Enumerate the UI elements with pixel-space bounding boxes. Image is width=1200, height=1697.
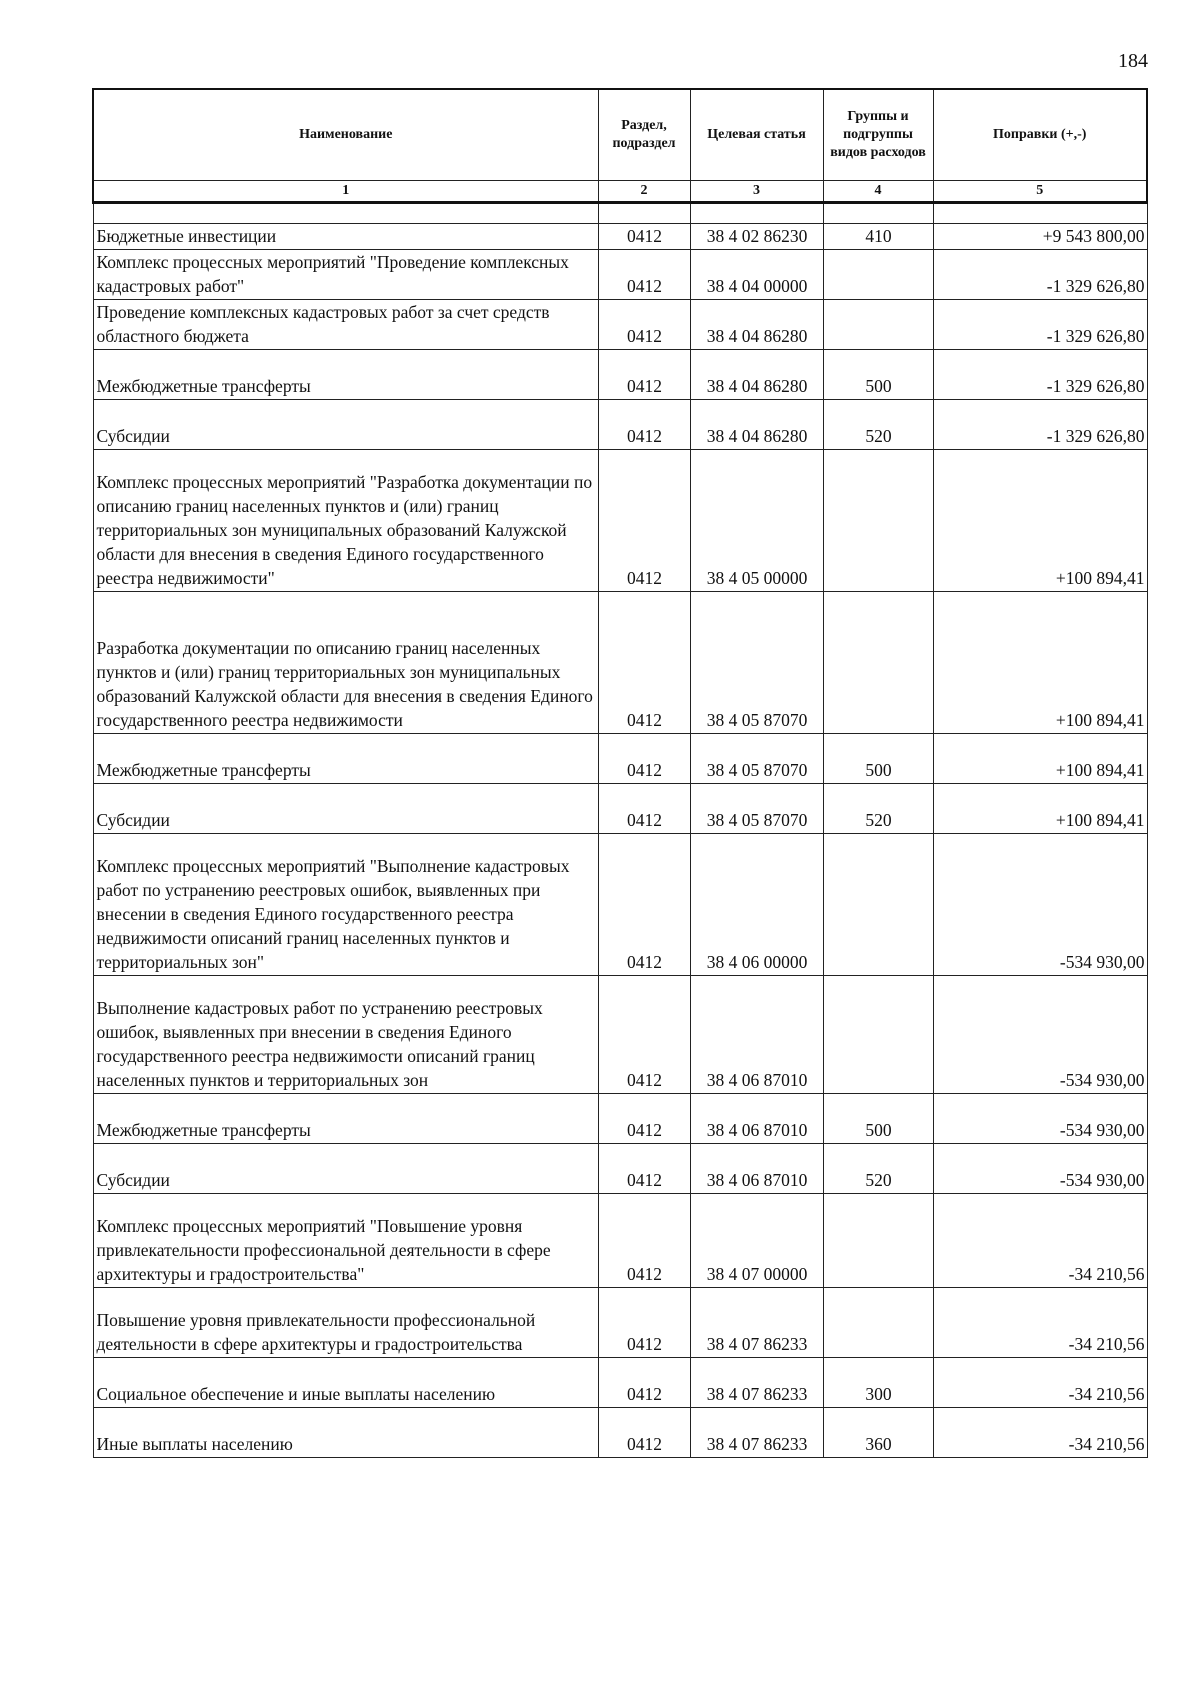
row-name: Комплекс процессных мероприятий "Повышение уровня привлекательности профессиональной деятельности в сфере архитектуры и градостроительства" [93, 1194, 598, 1288]
row-section: 0412 [598, 400, 690, 450]
row-section: 0412 [598, 1194, 690, 1288]
row-amount: +100 894,41 [933, 784, 1147, 834]
row-amount: -534 930,00 [933, 1144, 1147, 1194]
row-target: 38 4 05 87070 [690, 734, 823, 784]
header-groups: Группы и подгруппы видов расходов [823, 89, 933, 181]
column-number: 2 [598, 181, 690, 203]
row-section: 0412 [598, 1408, 690, 1458]
row-group [823, 592, 933, 734]
row-section: 0412 [598, 450, 690, 592]
column-number: 1 [93, 181, 598, 203]
row-name: Комплекс процессных мероприятий "Разработка документации по описанию границ населенных пунктов и (или) границ территориальных зон муниципальных образований Калужской области для внесения в сведения Единого государственного реестра недвижимости" [93, 450, 598, 592]
table-row [93, 224, 1147, 250]
header-target: Целевая статья [690, 89, 823, 181]
row-target: 38 4 07 86233 [690, 1288, 823, 1358]
budget-amendments-table [92, 88, 1148, 1458]
spacer-row [93, 203, 1147, 224]
row-target: 38 4 05 87070 [690, 784, 823, 834]
row-target: 38 4 04 86280 [690, 300, 823, 350]
row-name: Повышение уровня привлекательности профессиональной деятельности в сфере архитектуры и градостроительства [93, 1288, 598, 1358]
row-amount: -1 329 626,80 [933, 400, 1147, 450]
header-section: Раздел, подраздел [598, 89, 690, 181]
row-amount: -534 930,00 [933, 834, 1147, 976]
row-name: Комплекс процессных мероприятий "Проведение комплексных кадастровых работ" [93, 250, 598, 300]
header-amendments: Поправки (+,-) [933, 89, 1147, 181]
table-row [93, 1094, 1147, 1144]
row-group [823, 1288, 933, 1358]
row-section: 0412 [598, 1094, 690, 1144]
row-amount: -1 329 626,80 [933, 300, 1147, 350]
column-number: 4 [823, 181, 933, 203]
row-target: 38 4 06 87010 [690, 1144, 823, 1194]
row-group [823, 250, 933, 300]
row-target: 38 4 05 87070 [690, 592, 823, 734]
row-name: Комплекс процессных мероприятий "Выполнение кадастровых работ по устранению реестровых ошибок, выявленных при внесении в сведения Единого государственного реестра недвижимости описаний границ населенных пунктов и территориальных зон" [93, 834, 598, 976]
row-amount: -34 210,56 [933, 1288, 1147, 1358]
row-group [823, 976, 933, 1094]
column-number: 5 [933, 181, 1147, 203]
row-target: 38 4 02 86230 [690, 224, 823, 250]
row-target: 38 4 04 86280 [690, 350, 823, 400]
row-section: 0412 [598, 1144, 690, 1194]
table-row [93, 450, 1147, 592]
table-row [93, 592, 1147, 734]
table-header [93, 89, 1147, 203]
row-section: 0412 [598, 784, 690, 834]
row-section: 0412 [598, 834, 690, 976]
row-target: 38 4 04 00000 [690, 250, 823, 300]
row-group: 500 [823, 1094, 933, 1144]
row-group: 360 [823, 1408, 933, 1458]
row-amount: -34 210,56 [933, 1358, 1147, 1408]
row-name: Иные выплаты населению [93, 1408, 598, 1458]
row-section: 0412 [598, 976, 690, 1094]
row-name: Проведение комплексных кадастровых работ за счет средств областного бюджета [93, 300, 598, 350]
row-target: 38 4 06 87010 [690, 1094, 823, 1144]
row-name: Субсидии [93, 1144, 598, 1194]
row-group: 410 [823, 224, 933, 250]
row-amount: +9 543 800,00 [933, 224, 1147, 250]
row-target: 38 4 07 86233 [690, 1408, 823, 1458]
row-name: Разработка документации по описанию границ населенных пунктов и (или) границ территориальных зон муниципальных образований Калужской области для внесения в сведения Единого государственного реестра недвижимости [93, 592, 598, 734]
table-row [93, 300, 1147, 350]
row-group [823, 450, 933, 592]
row-target: 38 4 06 87010 [690, 976, 823, 1094]
row-target: 38 4 06 00000 [690, 834, 823, 976]
table-row [93, 1408, 1147, 1458]
row-section: 0412 [598, 592, 690, 734]
row-target: 38 4 05 00000 [690, 450, 823, 592]
row-section: 0412 [598, 734, 690, 784]
table-row [93, 834, 1147, 976]
table-row [93, 976, 1147, 1094]
row-section: 0412 [598, 300, 690, 350]
row-amount: -534 930,00 [933, 976, 1147, 1094]
table-row [93, 1288, 1147, 1358]
row-amount: +100 894,41 [933, 734, 1147, 784]
row-group [823, 300, 933, 350]
row-group: 500 [823, 734, 933, 784]
row-group: 520 [823, 1144, 933, 1194]
row-amount: +100 894,41 [933, 592, 1147, 734]
table-body [93, 203, 1147, 1458]
row-amount: -34 210,56 [933, 1408, 1147, 1458]
row-target: 38 4 04 86280 [690, 400, 823, 450]
table-row [93, 734, 1147, 784]
row-section: 0412 [598, 1358, 690, 1408]
row-amount: -1 329 626,80 [933, 350, 1147, 400]
row-group [823, 1194, 933, 1288]
row-name: Бюджетные инвестиции [93, 224, 598, 250]
column-number: 3 [690, 181, 823, 203]
row-group: 500 [823, 350, 933, 400]
table-row [93, 1194, 1147, 1288]
table-row [93, 250, 1147, 300]
row-target: 38 4 07 86233 [690, 1358, 823, 1408]
table-row [93, 1144, 1147, 1194]
row-target: 38 4 07 00000 [690, 1194, 823, 1288]
row-section: 0412 [598, 350, 690, 400]
row-name: Субсидии [93, 400, 598, 450]
table-row [93, 350, 1147, 400]
table-row [93, 400, 1147, 450]
page-number: 184 [1118, 50, 1148, 72]
row-name: Межбюджетные трансферты [93, 1094, 598, 1144]
row-name: Межбюджетные трансферты [93, 350, 598, 400]
row-group: 300 [823, 1358, 933, 1408]
row-name: Субсидии [93, 784, 598, 834]
row-group [823, 834, 933, 976]
row-section: 0412 [598, 1288, 690, 1358]
table-row [93, 784, 1147, 834]
row-name: Выполнение кадастровых работ по устранению реестровых ошибок, выявленных при внесении в сведения Единого государственного реестра недвижимости описаний границ населенных пунктов и территориальных зон [93, 976, 598, 1094]
row-amount: -34 210,56 [933, 1194, 1147, 1288]
header-name: Наименование [93, 89, 598, 181]
row-name: Межбюджетные трансферты [93, 734, 598, 784]
row-section: 0412 [598, 224, 690, 250]
row-amount: -534 930,00 [933, 1094, 1147, 1144]
row-name: Социальное обеспечение и иные выплаты населению [93, 1358, 598, 1408]
row-amount: +100 894,41 [933, 450, 1147, 592]
row-section: 0412 [598, 250, 690, 300]
table-row [93, 1358, 1147, 1408]
row-group: 520 [823, 784, 933, 834]
row-group: 520 [823, 400, 933, 450]
row-amount: -1 329 626,80 [933, 250, 1147, 300]
